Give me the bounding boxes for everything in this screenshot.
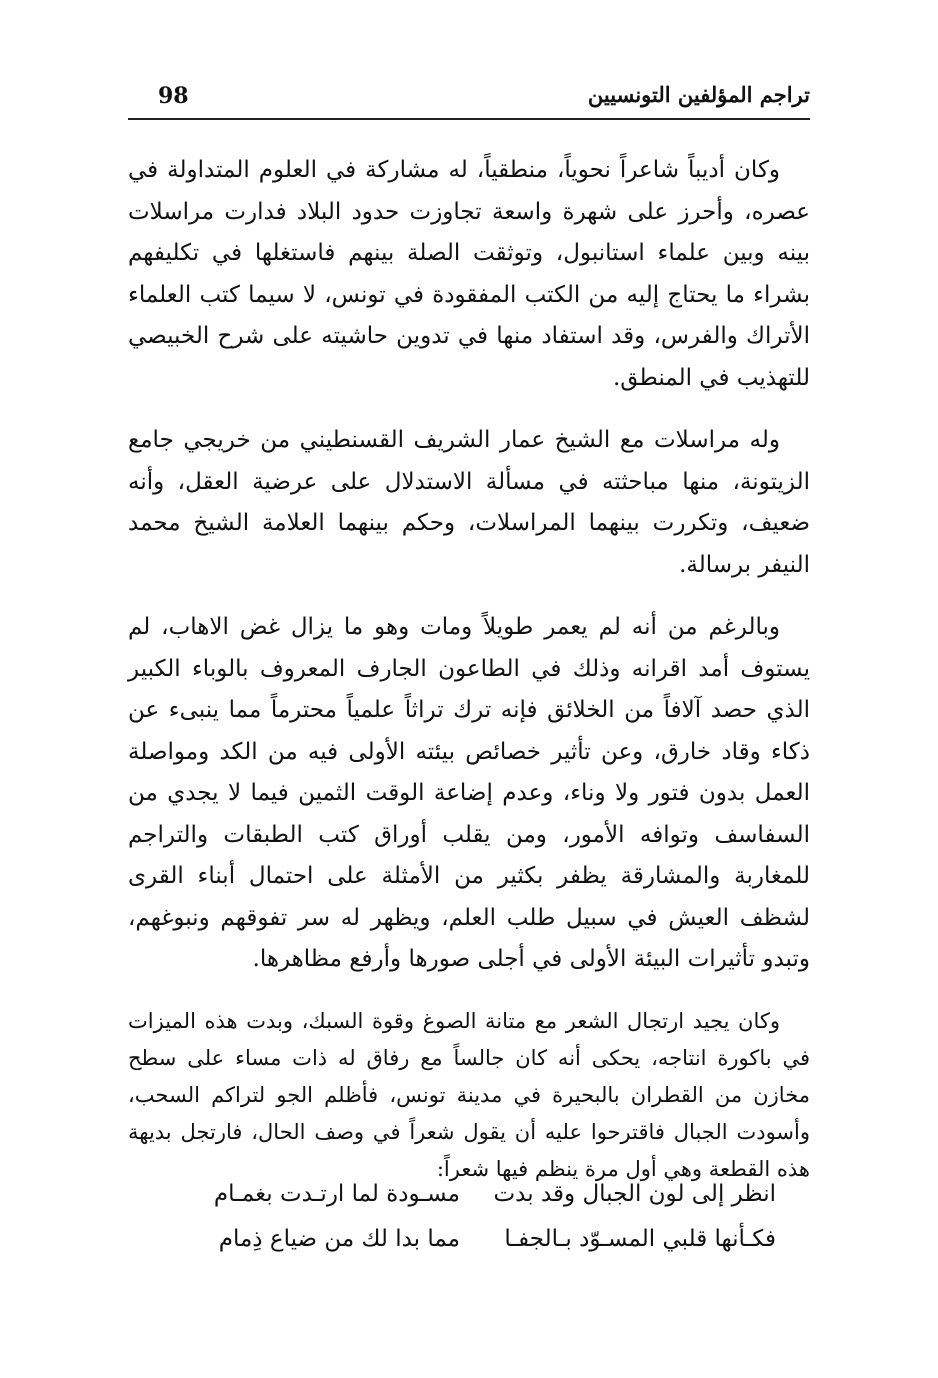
running-title: تراجم المؤلفين التونسيين (587, 82, 810, 107)
poem-second-hemistich: مما بدا لك من ضياع ذِمام (218, 1226, 460, 1252)
poem-first-hemistich: انظر إلى لون الجبال وقد بدت (493, 1181, 776, 1207)
poem-second-hemistich: مسـودة لما ارتـدت بغمـام (213, 1181, 460, 1207)
poem-verse (160, 1172, 776, 1217)
body-text (128, 150, 810, 1188)
poem-first-hemistich: فكـأنها قلبي المسـوّد بـالجفـا (504, 1226, 776, 1252)
paragraph: وبالرغم من أنه لم يعمر طويلاً ومات وهو ما يزال غض الاهاب، لم يستوف أمد اقرانه وذلك في الطاعون الجارف المعروف بالوباء الكبير الذي حصد آلافاً من الخلائق فإنه ترك تراثاً علمياً محترماً مما ينبىء عن ذكاء وقاد خارق، وعن تأثير خصائص بيئته الأولى فيه من الكد ومواصلة العمل بدون فتور ولا وناء، وعدم إضاعة الوقت الثمين فيما لا يجدي من السفاسف وتوافه الأمور، ومن يقلب أوراق كتب الطبقات والتراجم للمغاربة والمشارقة يظفر بكثير من الأمثلة على احتمال أبناء القرى لشظف العيش في سبيل طلب العلم، ويظهر له سر تفوقهم ونبوغهم، وتبدو تأثيرات البيئة الأولى في أجلى صورها وأرفع مظاهرها. (128, 614, 810, 972)
page-number: 98 (158, 83, 189, 109)
paragraph: وله مراسلات مع الشيخ عمار الشريف القسنطيني من خريجي جامع الزيتونة، منها مباحثته في مسألة الاستدلال على عرضية العقل، وأنه ضعيف، وتكررت بينهما المراسلات، وحكم بينهما العلامة الشيخ محمد النيفر برسالة. (128, 427, 810, 578)
page-header (128, 70, 810, 120)
poem (160, 1172, 776, 1262)
paragraph: وكان أديباً شاعراً نحوياً، منطقياً، له مشاركة في العلوم المتداولة في عصره، وأحرز على شهرة واسعة تجاوزت حدود البلاد فدارت مراسلات بينه وبين علماء استانبول، وتوثقت الصلة بينهم فاستغلها في تكليفهم بشراء ما يحتاج إليه من الكتب المفقودة في تونس، لا سيما كتب العلماء الأتراك والفرس، وقد استفاد منها في تدوين حاشيته على شرح الخبيصي للتهذيب في المنطق. (128, 157, 810, 391)
poem-verse (160, 1217, 776, 1262)
paragraph: وكان يجيد ارتجال الشعر مع متانة الصوغ وقوة السبك، وبدت هذه الميزات في باكورة انتاجه، يحكى أنه كان جالساً مع رفاق له ذات مساء على سطح مخازن من القطران بالبحيرة في مدينة تونس، فأظلم الجو لتراكم السحب، وأسودت الجبال فاقترحوا عليه أن يقول شعراً في وصف الحال، فارتجل بديهة هذه القطعة وهي أول مرة ينظم فيها شعراً: (128, 1008, 810, 1181)
